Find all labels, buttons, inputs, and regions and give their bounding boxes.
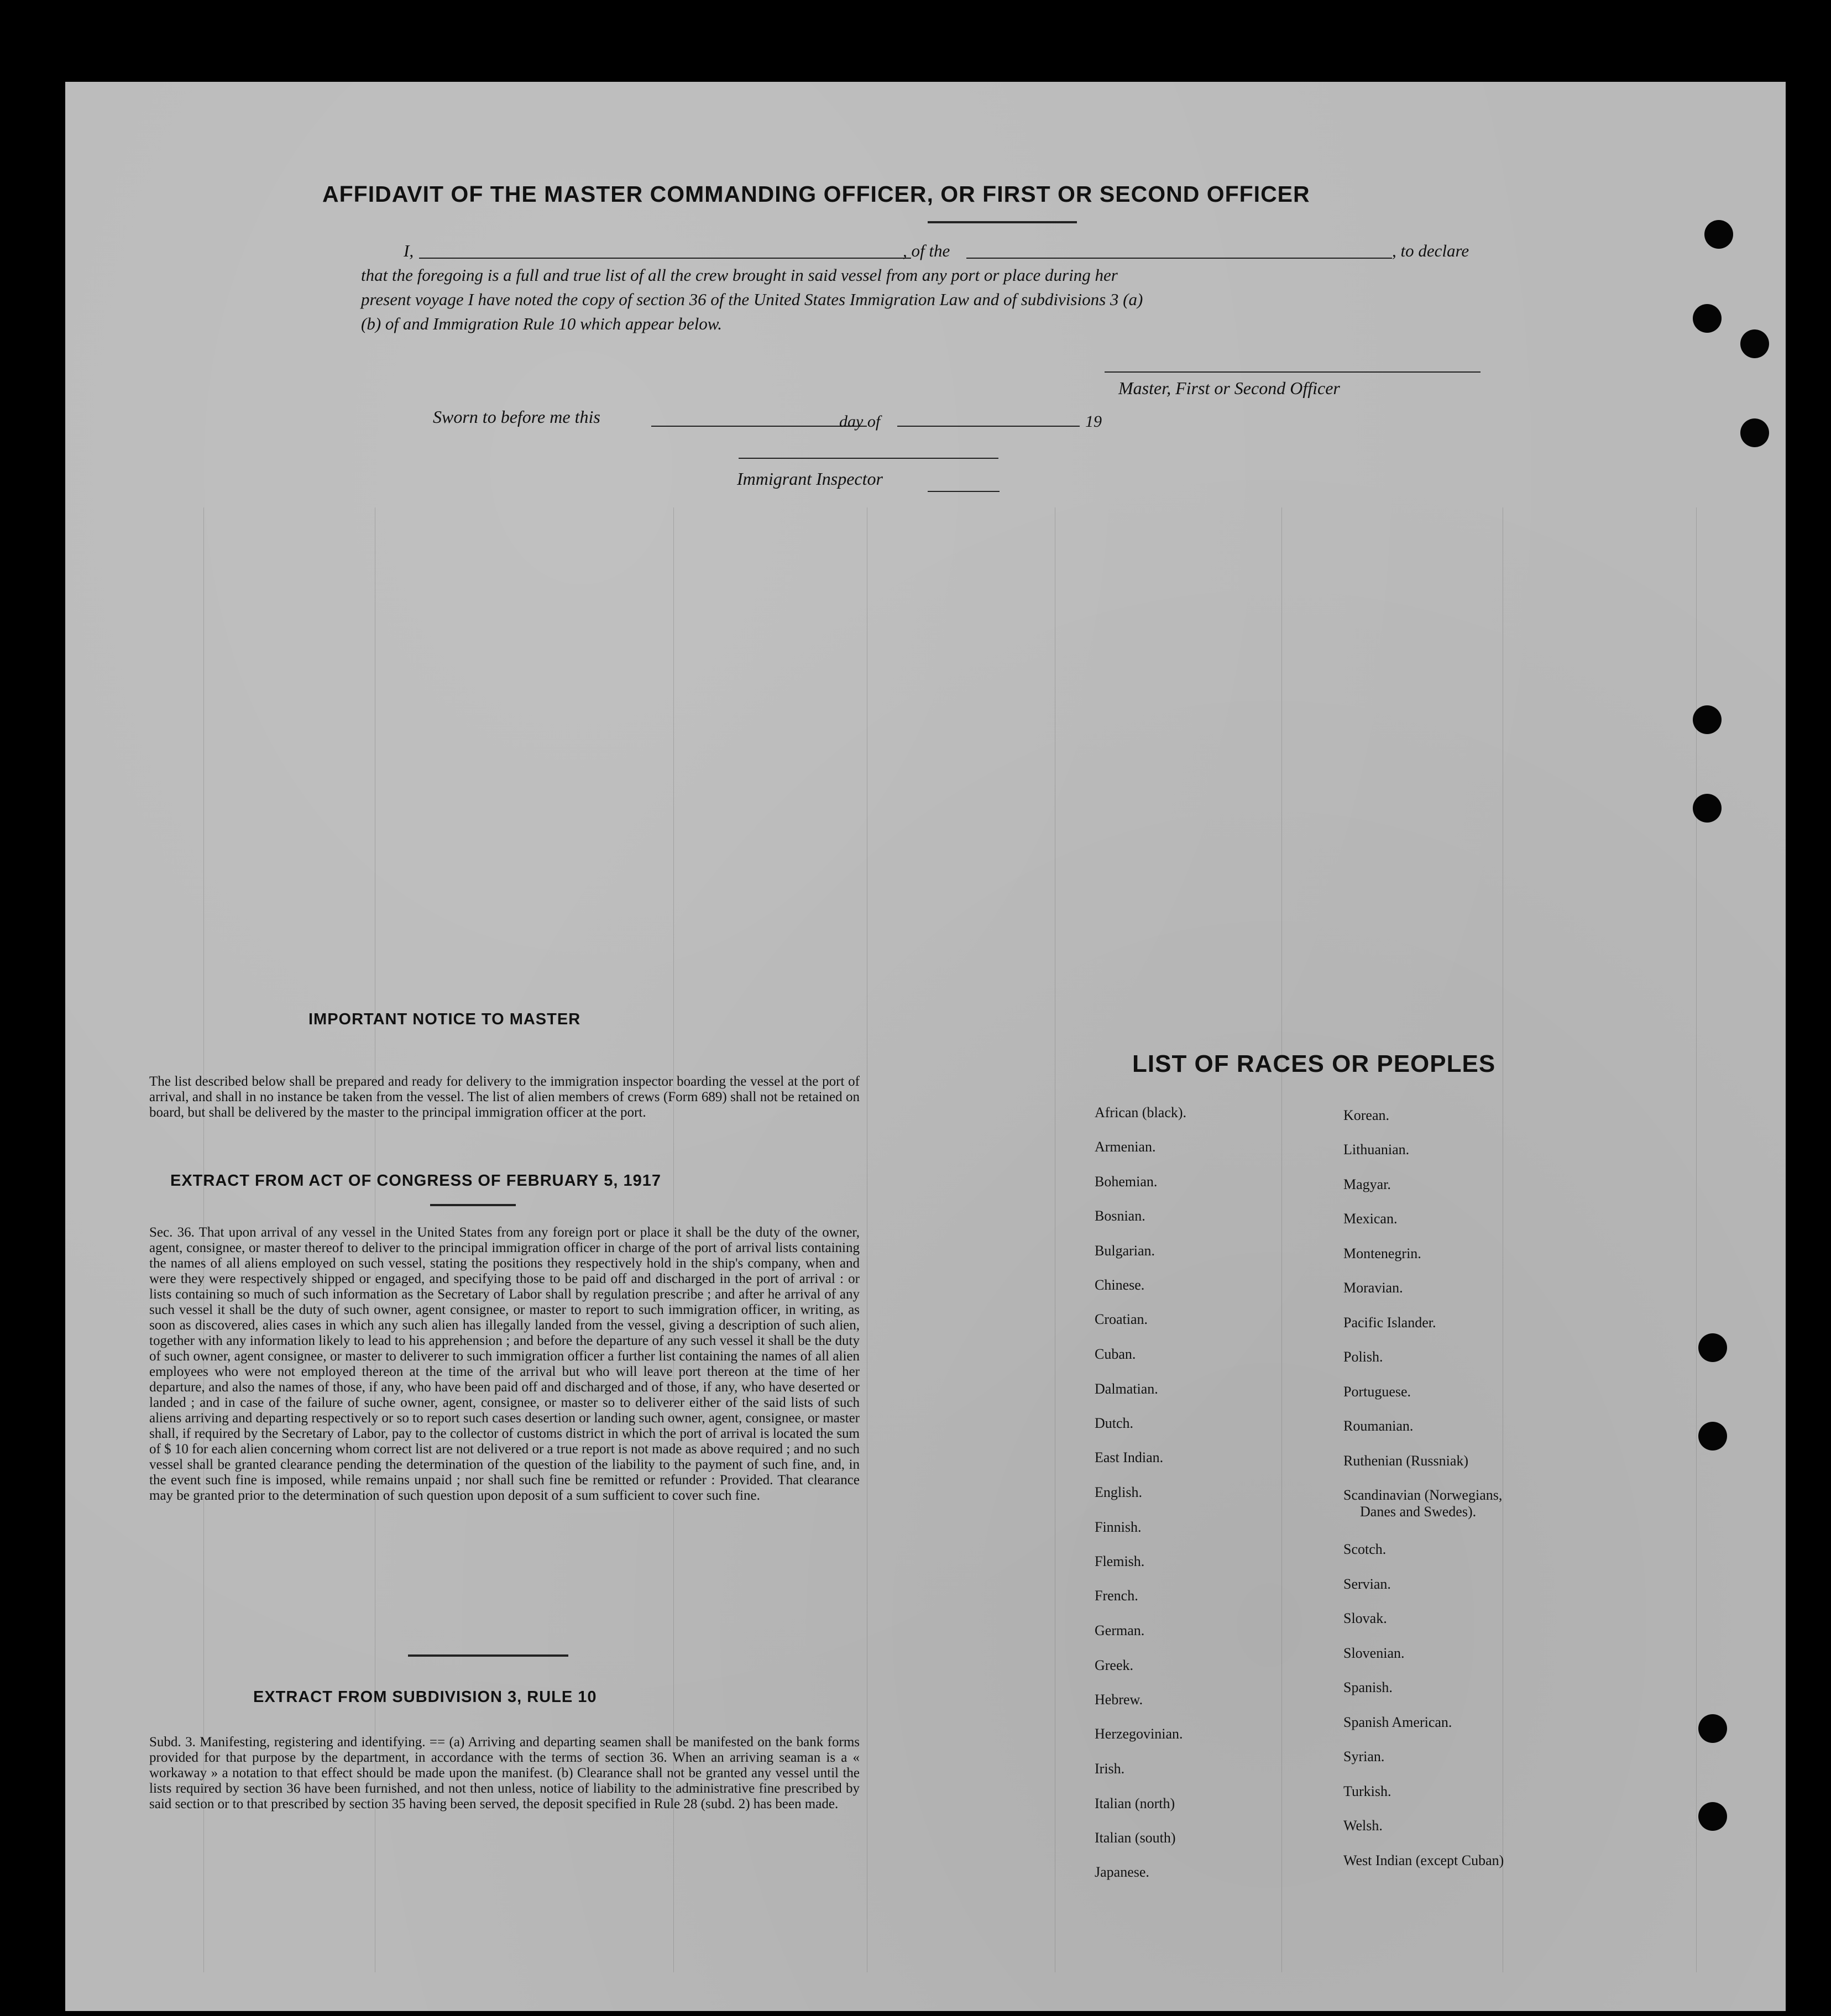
affidavit-of-the-label: , of the: [903, 241, 950, 260]
punch-hole: [1698, 1422, 1727, 1451]
race-right-item: Spanish American.: [1343, 1714, 1452, 1730]
race-left-item: Japanese.: [1095, 1864, 1149, 1880]
race-right-item: West Indian (except Cuban): [1343, 1852, 1504, 1868]
act-heading: EXTRACT FROM ACT OF CONGRESS OF FEBRUARY 5, 1917: [170, 1172, 662, 1190]
inspector-blank: [928, 491, 1000, 492]
races-heading: LIST OF RACES OR PEOPLES: [1132, 1050, 1496, 1077]
race-right-item: Portuguese.: [1343, 1384, 1411, 1400]
race-left-item: Irish.: [1095, 1761, 1125, 1777]
race-left-item: Croatian.: [1095, 1311, 1148, 1327]
affidavit-body-line-3: (b) of and Immigration Rule 10 which appear below.: [361, 314, 722, 333]
race-right-item: Moravian.: [1343, 1280, 1403, 1296]
document-page: [65, 82, 1786, 2011]
punch-hole: [1698, 1333, 1727, 1362]
race-right-item: Slovenian.: [1343, 1645, 1405, 1661]
race-left-item: East Indian.: [1095, 1449, 1164, 1465]
background-column-rule: [1281, 507, 1282, 1972]
race-left-item: Greek.: [1095, 1657, 1134, 1673]
sworn-day-blank: [651, 426, 867, 427]
race-left-item: Bosnian.: [1095, 1208, 1145, 1224]
race-left-item: English.: [1095, 1484, 1142, 1500]
race-left-item: Dalmatian.: [1095, 1381, 1158, 1397]
act-divider: [430, 1204, 516, 1206]
race-left-item: Bulgarian.: [1095, 1243, 1155, 1259]
vessel-blank: [966, 258, 1392, 259]
race-right-item: Mexican.: [1343, 1211, 1398, 1227]
punch-hole: [1698, 1802, 1727, 1831]
race-right-item: Ruthenian (Russniak): [1343, 1453, 1469, 1469]
master-signature-label: Master, First or Second Officer: [1118, 378, 1340, 398]
race-left-item: French.: [1095, 1588, 1138, 1604]
inspector-label: Immigrant Inspector: [737, 469, 883, 489]
race-right-item: Pacific Islander.: [1343, 1315, 1436, 1331]
punch-hole: [1693, 794, 1722, 823]
race-right-item: Korean.: [1343, 1107, 1390, 1123]
punch-hole: [1740, 418, 1769, 447]
race-right-item: Scotch.: [1343, 1541, 1387, 1557]
affidavit-to-declare-label: , to declare: [1392, 241, 1469, 260]
race-left-item: Flemish.: [1095, 1553, 1145, 1569]
race-right-item: Welsh.: [1343, 1818, 1383, 1834]
race-left-item: African (black).: [1095, 1104, 1187, 1120]
race-left-item: Italian (south): [1095, 1830, 1176, 1846]
affidavit-body-line-2: present voyage I have noted the copy of section 36 of the United States Immigration Law and of subdivisions 3 (a): [361, 290, 1143, 309]
race-left-item: Italian (north): [1095, 1795, 1175, 1811]
punch-hole: [1704, 220, 1733, 249]
rule-divider: [408, 1654, 568, 1657]
punch-hole: [1693, 705, 1722, 734]
race-right-item: Polish.: [1343, 1349, 1383, 1365]
race-right-item-continuation: Danes and Swedes).: [1360, 1504, 1477, 1520]
sworn-month-blank: [897, 426, 1080, 427]
race-left-item: Finnish.: [1095, 1519, 1142, 1535]
race-right-item: Montenegrin.: [1343, 1245, 1421, 1261]
race-right-item: Magyar.: [1343, 1176, 1391, 1192]
affidavit-i-label: I,: [404, 241, 414, 260]
name-blank: [419, 258, 911, 259]
title-divider: [928, 221, 1077, 223]
day-of-label: day of: [839, 412, 881, 431]
punch-hole: [1693, 304, 1722, 333]
race-left-item: Herzegovinian.: [1095, 1726, 1183, 1742]
year-prefix: 19: [1085, 412, 1102, 431]
race-left-item: Cuban.: [1095, 1346, 1136, 1362]
race-right-item: Roumanian.: [1343, 1418, 1414, 1434]
race-right-item: Servian.: [1343, 1576, 1391, 1592]
affidavit-body-line-1: that the foregoing is a full and true list of all the crew brought in said vessel from any port or place during her: [361, 265, 1118, 285]
race-right-item: Syrian.: [1343, 1748, 1385, 1764]
notice-heading: IMPORTANT NOTICE TO MASTER: [308, 1010, 581, 1028]
race-right-item: Lithuanian.: [1343, 1141, 1410, 1158]
signature-blank: [1105, 371, 1481, 373]
inspector-top-blank: [739, 458, 998, 459]
race-left-item: Armenian.: [1095, 1139, 1156, 1155]
race-left-item: Bohemian.: [1095, 1174, 1158, 1190]
affidavit-title: AFFIDAVIT OF THE MASTER COMMANDING OFFICER, OR FIRST OR SECOND OFFICER: [322, 181, 1310, 207]
race-right-item: Slovak.: [1343, 1610, 1387, 1626]
punch-hole: [1698, 1714, 1727, 1743]
race-left-item: Chinese.: [1095, 1277, 1145, 1293]
act-text: Sec. 36. That upon arrival of any vessel in the United States from any foreign port or place it shall be the duty of the owner, agent, consignee, or master thereof to deliver to the principal immigration officer in charge of the port of arrival lists containing the names of all aliens employed on such vessel, stating the positions they respectively hold in the ship's company, when and were they were respectively shipped or engaged, and specifying those to be paid off and discharged in the port of arrival : or lists containing so much of such information as the Secretary of Labor shall by regulation prescribe ; and after he arrival of any such vessel it shall be the duty of such owner, agent consignee, or master to report to such immigration officer, in writing, as soon as discovered, alies cases in which any such alien has illegally landed from the vessel, giving a description of such alien, together with any information likely to lead to his apprehension ; and before the departure of any such vessel it shall be the duty of such owner, agent consignee, or master to deliverer to such immigration officer a further list containing the names of all alien employees who were not employed thereon at the time of the arrival but who will leave port thereon at the time of her departure, and also the names of those, if any, who have been paid off and discharged and of those, if any, who have deserted or landed ; and in case of the failure of suche owner, agent, consignee, or master so to deliverer either of the said lists of such aliens arriving and departing respectively or so to report such cases desertion or landing such owner, agent, consignee, or master shall, if required by the Secretary of Labor, pay to the collector of customs district in which the port of arrival is located the sum of $ 10 for each alien concerning whom correct list are not delivered or a true report is not made as above required ; and no such vessel shall be granted clearance pending the determination of the question of the liability to the payment of such fine, and, in the event such fine is imposed, while remains unpaid ; nor shall such fine be remitted or refunder : Provided. That clearance may be granted prior to the determination of such question upon deposit of a sum sufficient to cover such fine.: [149, 1225, 860, 1503]
rule-heading: EXTRACT FROM SUBDIVISION 3, RULE 10: [253, 1688, 597, 1706]
race-left-item: Hebrew.: [1095, 1692, 1143, 1708]
rule-text: Subd. 3. Manifesting, registering and identifying. == (a) Arriving and departing seamen shall be manifested on the bank forms provided for that purpose by the department, in accordance with the terms of section 36. When an arriving seaman is a « workaway » a notation to that effect should be made upon the manifest. (b) Clearance shall not be granted any vessel until the lists required by section 36 have been furnished, and not then unless, notice of liability to the administrative fine prescribed by said section or to that prescribed by section 35 having been served, the deposit specified in Rule 28 (subd. 2) has been made.: [149, 1735, 860, 1811]
race-left-item: Dutch.: [1095, 1415, 1134, 1431]
notice-text: The list described below shall be prepared and ready for delivery to the immigration inspector boarding the vessel at the port of arrival, and shall in no instance be taken from the vessel. The list of alien members of crews (Form 689) shall not be retained on board, but shall be delivered by the master to the principal immigration officer at the port.: [149, 1074, 860, 1120]
race-right-item: Spanish.: [1343, 1679, 1393, 1695]
race-right-item: Scandinavian (Norwegians,: [1343, 1487, 1503, 1503]
race-right-item: Turkish.: [1343, 1783, 1391, 1799]
sworn-label: Sworn to before me this: [433, 407, 600, 427]
race-left-item: German.: [1095, 1622, 1145, 1638]
punch-hole: [1740, 329, 1769, 358]
